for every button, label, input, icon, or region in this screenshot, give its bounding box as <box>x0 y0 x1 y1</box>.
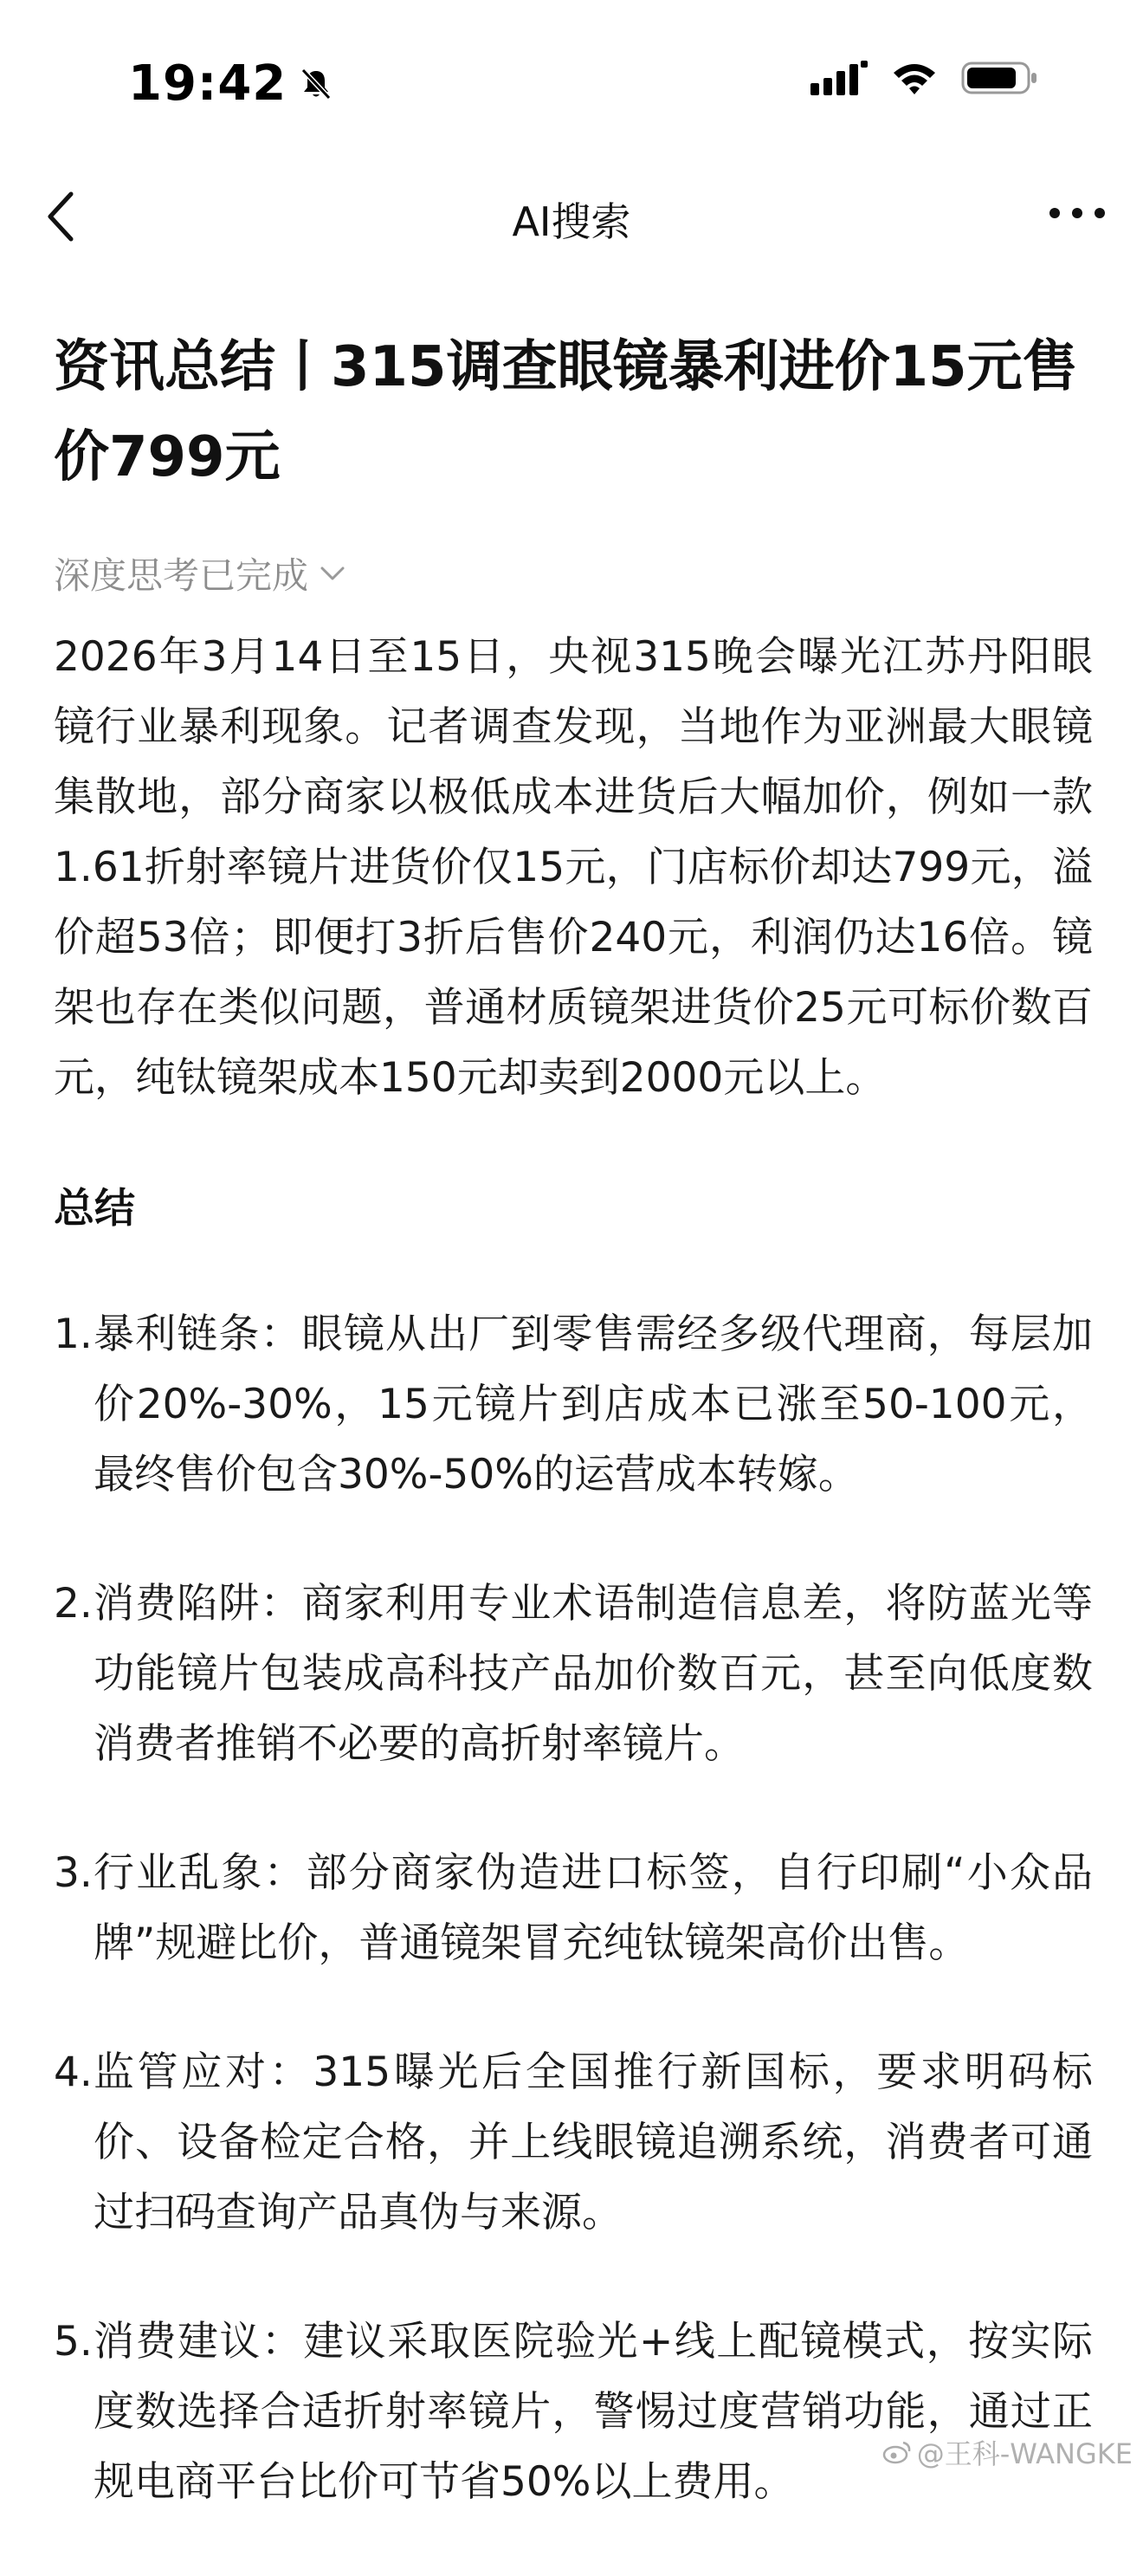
nav-bar <box>0 165 1143 269</box>
page-title: 资讯总结丨315调查眼镜暴利进价15元售价799元 <box>54 335 1078 489</box>
list-item-text: 监管应对：315曝光后全国推行新国标，要求明码标价、设备检定合格，并上线眼镜追溯系统，消费者可通过扫码查询产品真伪与来源。 <box>94 2049 1093 2236</box>
list-item-number: 4. <box>54 2049 93 2096</box>
list-item <box>54 1299 1093 1510</box>
bell-slash-icon <box>299 67 333 101</box>
signal-icon <box>810 61 868 95</box>
list-item <box>54 1569 1093 1779</box>
status-time <box>128 55 333 112</box>
nav-title: AI搜索 <box>512 198 631 245</box>
battery-icon <box>961 61 1039 95</box>
watermark-text: @王科-WANGKE <box>916 2437 1133 2470</box>
article-content <box>54 322 1093 2576</box>
status-icons <box>810 61 1039 95</box>
watermark <box>882 2432 1133 2472</box>
list-item <box>54 1838 1093 1978</box>
deep-think-toggle[interactable] <box>54 547 1093 599</box>
wifi-icon <box>890 61 939 95</box>
intro-paragraph: 2026年3月14日至15日，央视315晚会曝光江苏丹阳眼镜行业暴利现象。记者调查发现，当地作为亚洲最大眼镜集散地，部分商家以极低成本进货后大幅加价，例如一款1.61折射率镜片进货价仅15元，门店标价却达799元，溢价超53倍；即便打3折后售价240元，利润仍达16倍。镜架也存在类似问题，普通材质镜架进货价25元可标价数百元，纯钛镜架成本150元却卖到2000元以上。 <box>54 633 1093 1102</box>
summary-list <box>54 1299 1093 2517</box>
list-item-text: 暴利链条：眼镜从出厂到零售需经多级代理商，每层加价20%-30%，15元镜片到店成本已涨至50-100元，最终售价包含30%-50%的运营成本转嫁。 <box>94 1311 1093 1498</box>
list-item-number: 5. <box>54 2318 93 2366</box>
summary-heading: 总结 <box>54 1185 135 1233</box>
list-item-number: 1. <box>54 1311 93 1358</box>
deep-think-label: 深度思考已完成 <box>54 554 309 597</box>
status-time-text: 19:42 <box>128 55 287 112</box>
list-item-text: 消费陷阱：商家利用专业术语制造信息差，将防蓝光等功能镜片包装成高科技产品加价数百元，甚至向低度数消费者推销不必要的高折射率镜片。 <box>94 1580 1093 1768</box>
more-icon[interactable] <box>1046 203 1108 223</box>
list-item-text: 消费建议：建议采取医院验光+线上配镜模式，按实际度数选择合适折射率镜片，警惕过度营销功能，通过正规电商平台比价可节省50%以上费用。 <box>94 2318 1093 2506</box>
list-item-text: 行业乱象：部分商家伪造进口标签，自行印刷“小众品牌”规避比价，普通镜架冒充纯钛镜架高价出售。 <box>94 1849 1093 1967</box>
status-bar <box>0 0 1143 165</box>
chevron-down-icon <box>319 565 346 582</box>
weibo-icon <box>882 2439 912 2465</box>
list-item-number: 2. <box>54 1580 93 1628</box>
list-item-number: 3. <box>54 1849 93 1897</box>
list-item <box>54 2037 1093 2248</box>
list-item <box>54 2307 1093 2517</box>
